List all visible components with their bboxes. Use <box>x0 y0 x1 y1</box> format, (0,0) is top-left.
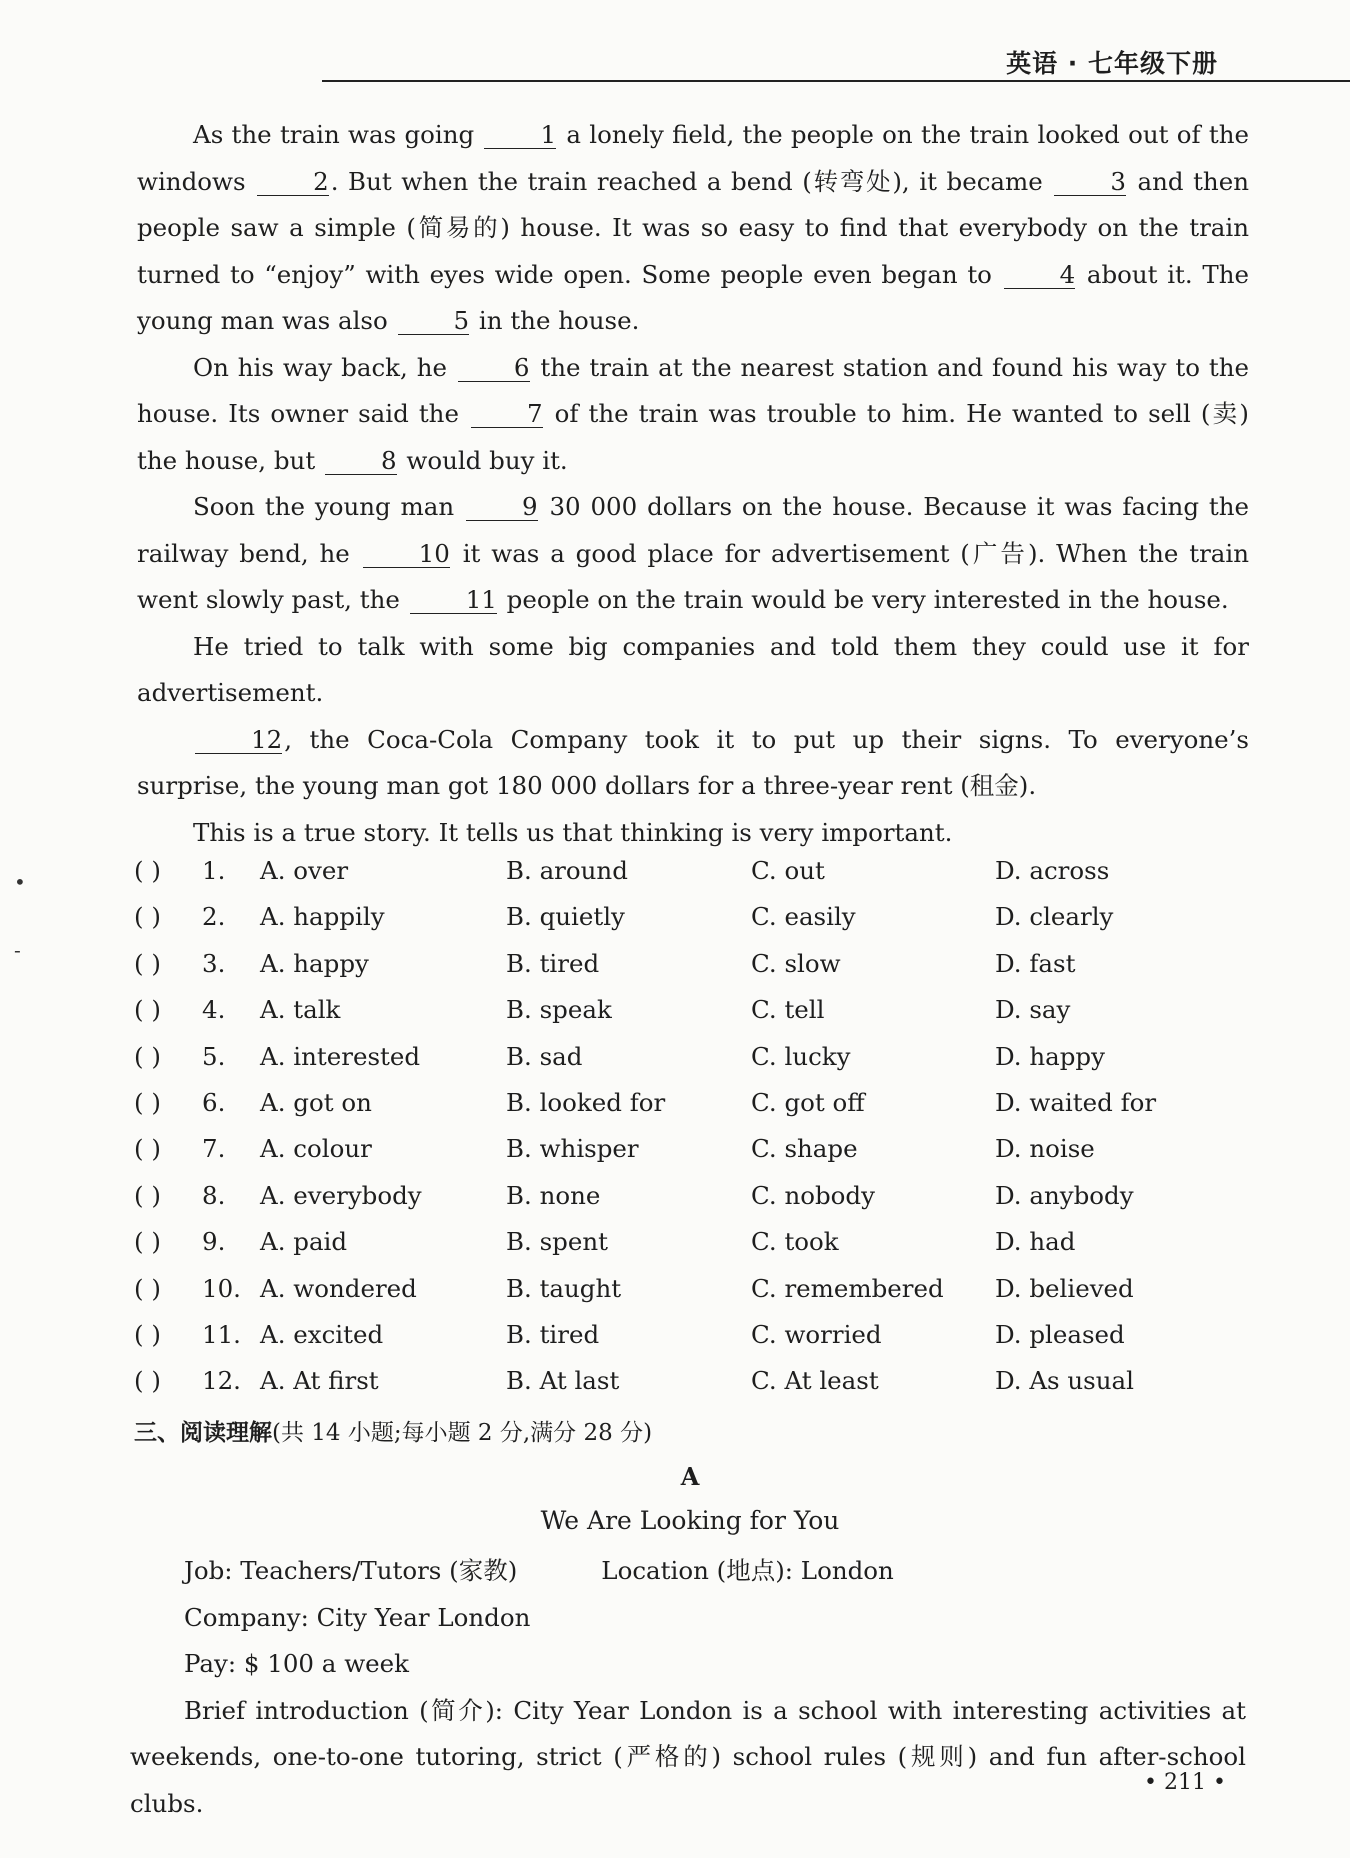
answer-paren: ( ) <box>134 902 161 932</box>
answer-paren: ( ) <box>134 856 161 885</box>
company-field: Company: City Year London <box>184 1602 531 1632</box>
option-a: A. talk <box>260 995 341 1025</box>
intro-field: Brief introduction (简介): City Year London is a school with interesting activities at weekends, one-to-one tutoring, strict (严格的) school rules (规则) and fun after-school clubs. <box>130 1695 1246 1818</box>
option-row <box>134 1274 1284 1320</box>
cloze-passage <box>137 112 1249 856</box>
option-a: A. everybody <box>260 1180 422 1210</box>
option-a: A. colour <box>260 1134 372 1164</box>
blank-3: 3 <box>1054 169 1126 196</box>
job-field: Job: Teachers/Tutors (家教) <box>184 1556 518 1585</box>
option-b: B. whisper <box>506 1134 639 1164</box>
option-row <box>134 856 1284 902</box>
option-d: D. anybody <box>995 1180 1134 1210</box>
location-field: Location (地点): London <box>601 1556 894 1585</box>
margin-mark: • <box>14 870 26 894</box>
paragraph-2 <box>137 345 1249 485</box>
option-c: C. At least <box>751 1366 879 1396</box>
option-d: D. had <box>995 1227 1076 1257</box>
question-number: 5. <box>202 1041 226 1071</box>
option-row <box>134 1134 1284 1180</box>
paragraph-4: He tried to talk with some big companies and told them they could use it for advertisement. <box>137 631 1249 707</box>
answer-paren: ( ) <box>134 1134 161 1164</box>
option-c: C. tell <box>751 995 825 1025</box>
option-d: D. believed <box>995 1273 1134 1303</box>
option-b: B. speak <box>506 995 612 1025</box>
option-row <box>134 1320 1284 1366</box>
text: the train at the nearest station and found his way to the house. Its owner said the <box>137 352 1249 428</box>
option-a: A. over <box>260 856 349 885</box>
blank-5: 5 <box>398 308 470 335</box>
option-b: B. quietly <box>506 902 625 932</box>
option-d: D. clearly <box>995 902 1114 932</box>
option-b: B. sad <box>506 1041 583 1071</box>
page-number: • 211 • <box>1144 1770 1226 1795</box>
question-number: 12. <box>202 1366 241 1396</box>
text: Soon the young man <box>193 492 465 521</box>
option-d: D. happy <box>995 1041 1105 1071</box>
option-a: A. got on <box>260 1087 372 1117</box>
option-a: A. happily <box>260 902 385 932</box>
option-d: D. As usual <box>995 1366 1134 1396</box>
option-a: A. wondered <box>260 1273 417 1303</box>
text: it was a good place for advertisement (广告). When the train went slowly past, the <box>137 538 1250 614</box>
ad-line-job <box>130 1548 1246 1595</box>
answer-paren: ( ) <box>134 995 161 1025</box>
blank-12: 12 <box>195 727 282 754</box>
option-row <box>134 1227 1284 1273</box>
question-number: 8. <box>202 1180 226 1210</box>
text: in the house. <box>471 306 640 335</box>
option-b: B. spent <box>506 1227 608 1257</box>
answer-paren: ( ) <box>134 948 161 978</box>
text: . But when the train reached a bend (转弯处), it became <box>330 166 1053 196</box>
option-c: C. shape <box>751 1134 858 1164</box>
option-d: D. noise <box>995 1134 1095 1164</box>
option-c: C. slow <box>751 948 841 978</box>
option-b: B. looked for <box>506 1087 666 1117</box>
section-title: 三、阅读理解 <box>134 1420 272 1446</box>
paragraph-6: This is a true story. It tells us that thinking is very important. <box>193 817 953 847</box>
option-row <box>134 1042 1284 1088</box>
option-a: A. excited <box>260 1319 384 1349</box>
question-number: 3. <box>202 948 226 978</box>
question-number: 4. <box>202 995 226 1025</box>
job-ad <box>130 1548 1246 1827</box>
option-b: B. At last <box>506 1366 620 1396</box>
option-c: C. remembered <box>751 1273 944 1303</box>
option-c: C. took <box>751 1227 839 1257</box>
article-title: We Are Looking for You <box>540 1506 840 1535</box>
answer-paren: ( ) <box>134 1180 161 1210</box>
option-row <box>134 1088 1284 1134</box>
section-detail: (共 14 小题;每小题 2 分,满分 28 分) <box>272 1420 653 1446</box>
option-c: C. got off <box>751 1087 865 1117</box>
option-row <box>134 949 1284 995</box>
text: a lonely field, the people on the train looked out of the windows <box>137 120 1249 196</box>
question-number: 1. <box>202 856 226 885</box>
question-number: 9. <box>202 1227 226 1257</box>
blank-9: 9 <box>466 494 538 521</box>
option-row <box>134 995 1284 1041</box>
option-b: B. taught <box>506 1273 622 1303</box>
paragraph-3 <box>137 484 1249 624</box>
answer-paren: ( ) <box>134 1366 161 1396</box>
margin-mark: - <box>14 938 21 962</box>
paragraph-5 <box>137 717 1249 810</box>
text: people on the train would be very interested in the house. <box>498 585 1229 614</box>
option-c: C. easily <box>751 902 856 932</box>
text: 30 000 dollars on the house. Because it was facing the railway bend, he <box>137 492 1249 568</box>
text: , the Coca-Cola Company took it to put up their signs. To everyone’s surprise, the young man got 180 000 dollars for a three-year rent (租金). <box>137 724 1249 800</box>
text: and then people saw a simple (简易的) house. It was so easy to find that everybody on the train turned to “enjoy” with eyes wide open. Some people even began to <box>137 166 1249 289</box>
answer-paren: ( ) <box>134 1319 161 1349</box>
header-title: 英语 · 七年级下册 <box>1006 49 1218 78</box>
option-b: B. around <box>506 856 628 885</box>
option-a: A. happy <box>260 948 369 978</box>
option-row <box>134 902 1284 948</box>
question-number: 11. <box>202 1319 241 1349</box>
option-a: A. At first <box>260 1366 379 1396</box>
text: As the train was going <box>193 120 483 149</box>
blank-1: 1 <box>484 122 556 149</box>
question-number: 10. <box>202 1273 241 1303</box>
blank-7: 7 <box>471 401 543 428</box>
question-number: 6. <box>202 1087 226 1117</box>
blank-4: 4 <box>1004 262 1076 289</box>
option-d: D. across <box>995 856 1110 885</box>
option-d: D. fast <box>995 948 1076 978</box>
text: about it. The young man was also <box>137 259 1249 335</box>
blank-6: 6 <box>458 355 530 382</box>
blank-8: 8 <box>325 448 397 475</box>
answer-paren: ( ) <box>134 1041 161 1071</box>
answer-options <box>134 856 1284 1413</box>
text: On his way back, he <box>193 352 456 382</box>
option-row <box>134 1181 1284 1227</box>
option-b: B. tired <box>506 948 600 978</box>
section-heading <box>134 1414 652 1447</box>
answer-paren: ( ) <box>134 1227 161 1257</box>
option-d: D. pleased <box>995 1319 1125 1349</box>
answer-paren: ( ) <box>134 1087 161 1117</box>
answer-paren: ( ) <box>134 1273 161 1303</box>
question-number: 7. <box>202 1134 226 1164</box>
part-label: A <box>680 1462 700 1491</box>
option-row <box>134 1366 1284 1412</box>
option-a: A. paid <box>260 1227 348 1257</box>
option-b: B. tired <box>506 1319 600 1349</box>
text: would buy it. <box>398 445 568 475</box>
option-d: D. say <box>995 995 1071 1025</box>
paragraph-1 <box>137 112 1249 345</box>
blank-2: 2 <box>257 169 329 196</box>
option-c: C. lucky <box>751 1041 851 1071</box>
option-c: C. out <box>751 856 825 885</box>
option-c: C. nobody <box>751 1180 875 1210</box>
question-number: 2. <box>202 902 226 932</box>
pay-field: Pay: $ 100 a week <box>184 1649 410 1678</box>
option-b: B. none <box>506 1180 601 1210</box>
option-c: C. worried <box>751 1319 882 1349</box>
blank-10: 10 <box>363 541 450 568</box>
text: of the train was trouble to him. He wanted to sell (卖) the house, but <box>137 399 1249 475</box>
option-a: A. interested <box>260 1041 421 1071</box>
blank-11: 11 <box>410 587 497 614</box>
option-d: D. waited for <box>995 1087 1157 1117</box>
header-rule <box>322 80 1350 82</box>
